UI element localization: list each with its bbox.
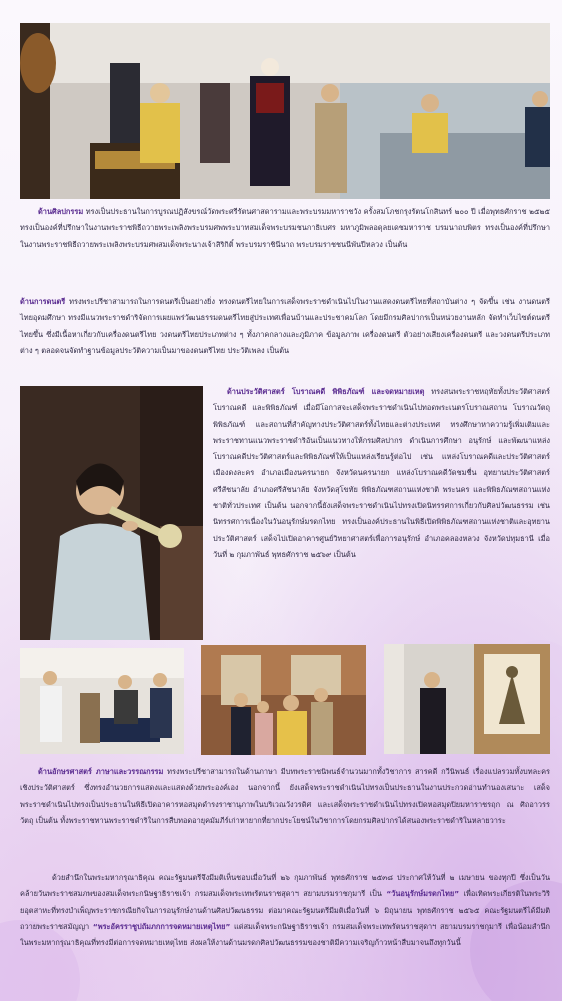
- literature-heading: ด้านอักษรศาสตร์ ภาษาและวรรณกรรม: [38, 767, 164, 776]
- music-section: [20, 294, 550, 359]
- literature-section: [20, 764, 550, 829]
- history-section: [213, 384, 550, 563]
- photo-artifact-viewing: [384, 644, 550, 754]
- photo-princess-trumpet: [20, 386, 203, 640]
- closing-text-c: แด่สมเด็จพระกนิษฐาธิราชเจ้า กรมสมเด็จพระเทพรัตนราชสุดาฯ สยามบรมราชกุมารี เพื่อน้อมสำนึกในพระมหากรุณาธิคุณที่ทรงมีต่อการจดหมายเหตุไทย ส่งผลให้งานด้านมรดกศิลปวัฒนธรรมของชาติมีความเจริญก้าวหน้าสืบมาจนถึงทุกวันนี้: [20, 921, 551, 948]
- archives-title: “พระอัครราชูปถัมภกการจดหมายเหตุไทย”: [92, 921, 231, 931]
- photo-exhibition-visit: [20, 23, 550, 199]
- arts-text: ทรงเป็นประธานในการบูรณปฏิสังขรณ์วัดพระศรีรัตนศาสดารามและพระบรมมหาราชวัง ครั้งสมโภชกรุงรัตนโกสินทร์ ๒๐๐ ปี เมื่อพุทธศักราช ๒๕๒๕ ทรงเป็นองค์ที่ปรึกษาในงานพระราชพิธีถวายพระเพลิงพระบรมศพพระบาทสมเด็จพระบรมชนกาธิเบศร มหาภูมิพลอดุลยเดชมหาราช บรมนาถบพิตร ทรงเป็นองค์ที่ปรึกษาในงานพระราชพิธีถวายพระเพลิงพระบรมศพสมเด็จพระนางเจ้าสิริกิติ์ พระบรมราชินีนาถ พระบรมราชชนนีพันปีหลวง เป็นต้น: [20, 207, 550, 249]
- closing-text-b: เพื่อเทิดพระเกียรติในพระวิริยอุตสาหะที่ทรงบำเพ็ญพระราชกรณียกิจในการอนุรักษ์งานด้านศิลปวัฒนธรรม ต่อมาคณะรัฐมนตรีมีมติเมื่อวันที่ ๖ มิถุนายน พุทธศักราช ๒๕๖๕ คณะรัฐมนตรีได้มีมติถวายพระราชสมัญญา: [20, 889, 551, 931]
- literature-text: ทรงพระปรีชาสามารถในด้านภาษา มีบทพระราชนิพนธ์จำนวนมากทั้งวิชาการ สารคดี กวีนิพนธ์ เรื่องแปลรวมทั้งบทละครเชิงประวัติศาสตร์ ซึ่งทรงอำนวยการแสดงและแสดงด้วยพระองค์เอง นอกจากนี้ ยังเสด็จพระราชดำเนินไปทรงเป็นประธานในงานประกวดอ่านทำนองเสนาะ เสด็จพระราชดำเนินไปทรงเป็นประธานในพิธีเปิดอาคารหอสมุดดำรงราชานุภาพในบริเวณวังวรดิศ และเสด็จพระราชดำเนินไปทรงเปิดหอสมุดปิยมหาราชรฤก ณ ศิถอาวรรวัตถุ เป็นต้น ทั้งพระราชทานพระราชดำริในการสืบทอดอายุคมัมภีร์เก่าหายากที่ยากประโยชน์ในวิชาการโดยกรมศิลปากรได้สนองพระราชดำริในหลายวาระ: [20, 767, 550, 825]
- photo-ceremony: [201, 645, 366, 755]
- arts-heading: ด้านศิลปกรรม: [38, 207, 84, 216]
- closing-section: [20, 870, 550, 951]
- music-text: ทรงพระปรีชาสามารถในการดนตรีเป็นอย่างยิ่ง ทรงดนตรีไทยในการเสด็จพระราชดำเนินไปในงานแสดงดนตรีไทยที่สถาบันต่าง ๆ จัดขึ้น เช่น งานดนตรีไทยอุดมศึกษา ทรงมีแนวพระราชดำริจัดการเผยแพร่วัฒนธรรมดนตรีไทยสู่ประเทศเพื่อนบ้านและประชาคมโลก โดยมีกรมศิลปากรเป็นหน่วยงานหลัก จัดทำเว็บไซต์ดนตรีไทยขึ้น ซึ่งมีเนื้อหาเกี่ยวกับเครื่องดนตรีไทย วงดนตรีไทยประเภทต่าง ๆ ทั้งภาคกลางและภูมิภาค ข้อมูลภาพ เครื่องดนตรี ตัวอย่างเสียงเครื่องดนตรี และวงดนตรีประเภทต่าง ๆ ตลอดจนจัดทำฐานข้อมูลประวัติความเป็นมาของดนตรีไทย ประวัติเพลง เป็นต้น: [20, 297, 550, 355]
- heritage-day-title: “วันอนุรักษ์มรดกไทย”: [386, 889, 460, 899]
- photo-museum-visit: [20, 648, 184, 754]
- arts-section: [20, 204, 550, 253]
- closing-text-a: ด้วยสำนึกในพระมหากรุณาธิคุณ คณะรัฐมนตรีจึงมีมติเห็นชอบเมื่อวันที่ ๒๖ กุมภาพันธ์ พุทธศักราช ๒๕๓๘ ประกาศให้วันที่ ๒ เมษายน ของทุกปี ซึ่งเป็นวันคล้ายวันพระราชสมภพของสมเด็จพระกนิษฐาธิราชเจ้า กรมสมเด็จพระเทพรัตนราชสุดาฯ สยามบรมราชกุมารี เป็น: [20, 873, 550, 899]
- music-heading: ด้านการดนตรี: [20, 297, 66, 306]
- history-heading: ด้านประวัติศาสตร์ โบราณคดี พิพิธภัณฑ์ และจดหมายเหตุ: [227, 387, 425, 396]
- history-text: ทรงสนพระราชหฤทัยทั้งประวัติศาสตร์ โบราณคดี และพิพิธภัณฑ์ เมื่อมีโอกาสจะเสด็จพระราชดำเนินไปทอดพระเนตรโบราณสถาน โบราณวัตถุ พิพิธภัณฑ์ และสถานที่สำคัญทางประวัติศาสตร์ทั้งไทยและต่างประเทศ ทรงศึกษาหาความรู้เพิ่มเติมและพระราชทานแนวพระราชดำริอันเป็นแนวทางให้กรมศิลปากร ดำเนินการศึกษา อนุรักษ์ และพัฒนาแหล่งโบราณคดีประวัติศาสตร์และพิพิธภัณฑ์ให้เป็นแหล่งเรียนรู้ต่อไป เช่น แหล่งโบราณคดีและประวัติศาสตร์เมืองดงละคร อำเภอเมืองนครนายก จังหวัดนครนายก แหล่งโบราณคดีวัดชมชื่น อุทยานประวัติศาสตร์ศรีสัชนาลัย อำเภอศรีสัชนาลัย จังหวัดสุโขทัย พิพิธภัณฑสถานแห่งชาติ พระนคร และพิพิธภัณฑสถานแห่งชาติทั่วประเทศ เป็นต้น นอกจากนี้ยังเสด็จพระราชดำเนินไปทรงเปิดนิทรรศการเกี่ยวกับศิลปวัฒนธรรม เช่น นิทรรศการเนื่องในวันอนุรักษ์มรดกไทย ทรงเป็นองค์ประธานในพิธีเปิดพิพิธภัณฑสถานแห่งชาติและอุทยานประวัติศาสตร์ เสด็จไปเปิดอาคารศูนย์วิทยาศาสตร์เพื่อการอนุรักษ์ อำเภอคลองหลวง จังหวัดปทุมธานี เมื่อวันที่ ๒ กุมภาพันธ์ พุทธศักราช ๒๕๖๙ เป็นต้น: [213, 387, 551, 559]
